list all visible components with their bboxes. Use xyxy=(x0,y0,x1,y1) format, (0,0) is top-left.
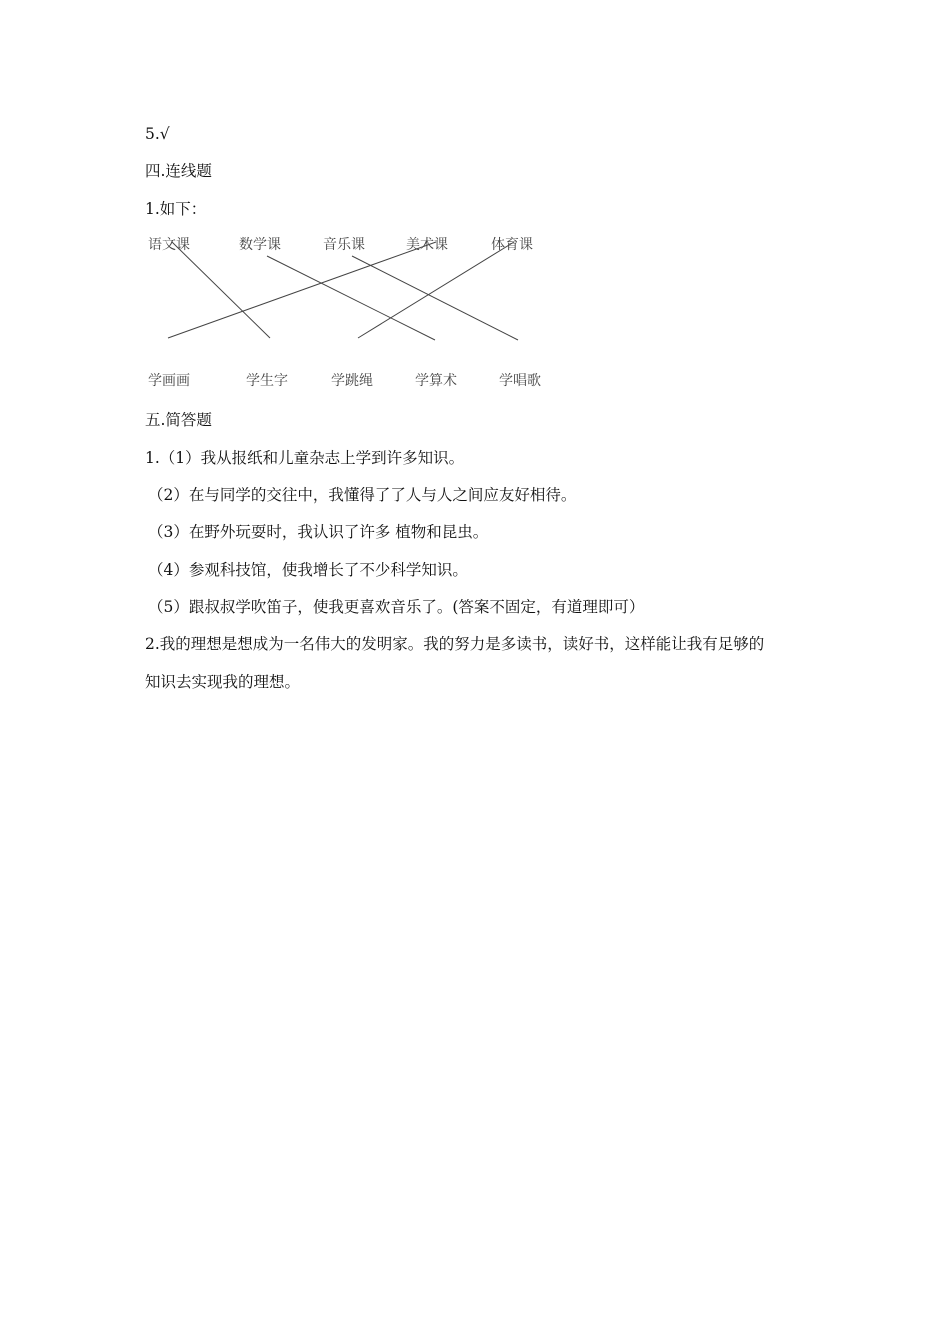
top-label-meishu: 美术课 xyxy=(406,237,448,253)
question-1-label: 1.如下： xyxy=(145,200,207,218)
answer-5-check: 5.√ xyxy=(145,125,170,143)
match-line-4 xyxy=(358,242,514,338)
top-label-shuxue: 数学课 xyxy=(239,237,281,253)
section-five-heading: 五.简答题 xyxy=(145,411,212,429)
answer-2-line-2: 知识去实现我的理想。 xyxy=(145,673,301,691)
top-label-yuwen: 语文课 xyxy=(148,237,190,253)
match-line-0 xyxy=(172,242,270,338)
answer-1-part-1: 1.（1）我从报纸和儿童杂志上学到许多知识。 xyxy=(145,449,465,467)
match-line-1 xyxy=(267,256,435,340)
bottom-label-changge: 学唱歌 xyxy=(499,373,541,389)
bottom-label-huahua: 学画画 xyxy=(148,373,190,389)
bottom-label-suanshu: 学算术 xyxy=(415,373,457,389)
bottom-label-shengzi: 学生字 xyxy=(246,373,288,389)
answer-1-part-5: （5）跟叔叔学吹笛子，使我更喜欢音乐了。(答案不固定，有道理即可） xyxy=(148,598,645,616)
answer-1-part-2: （2）在与同学的交往中，我懂得了了人与人之间应友好相待。 xyxy=(148,486,577,504)
match-line-2 xyxy=(352,256,518,340)
section-four-heading: 四.连线题 xyxy=(145,162,212,180)
answer-2-line-1: 2.我的理想是想成为一名伟大的发明家。我的努力是多读书，读好书，这样能让我有足够的 xyxy=(145,635,765,653)
top-label-yinyue: 音乐课 xyxy=(323,237,365,253)
matching-svg xyxy=(140,228,560,398)
match-line-3 xyxy=(168,242,436,338)
matching-diagram xyxy=(140,228,560,398)
bottom-label-tiaosheng: 学跳绳 xyxy=(331,373,373,389)
answer-1-part-4: （4）参观科技馆，使我增长了不少科学知识。 xyxy=(148,561,468,579)
answer-1-part-3: （3）在野外玩耍时，我认识了许多 植物和昆虫。 xyxy=(148,523,489,541)
top-label-tiyu: 体育课 xyxy=(491,237,533,253)
